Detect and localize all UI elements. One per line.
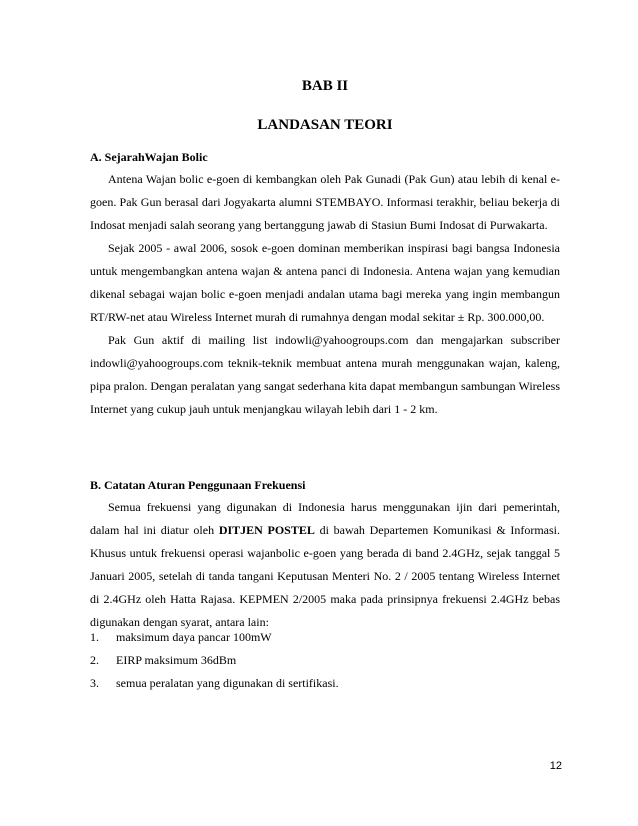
list-number: 3. bbox=[90, 676, 99, 690]
section-a-heading: A. SejarahWajan Bolic bbox=[90, 150, 208, 164]
section-a-paragraph: Pak Gun aktif di mailing list indowli@yahoogroups.com dan mengajarkan subscriber indowli@yahoogroups.com teknik-teknik membuat antena murah menggunakan wajan, kaleng, pipa pralon. Dengan peralatan yang sangat sederhana kita dapat membangun sambungan Wireless Internet yang cukup jauh untuk menjangkau wilayah lebih dari 1 - 2 km. bbox=[90, 333, 560, 416]
list-text: maksimum daya pancar 100mW bbox=[116, 630, 272, 644]
section-b-body bbox=[90, 496, 560, 634]
list-item bbox=[90, 672, 560, 695]
list-item bbox=[90, 626, 560, 649]
list-number: 2. bbox=[90, 653, 99, 667]
section-b-heading: B. Catatan Aturan Penggunaan Frekuensi bbox=[90, 478, 306, 492]
chapter-title: LANDASAN TEORI bbox=[257, 117, 393, 133]
section-b-text-after: di bawah Departemen Komunikasi & Informasi. Khusus untuk frekuensi operasi wajanbolic e-goen yang berada di band 2.4GHz, sejak tanggal 5 Januari 2005, setelah di tanda tangani Keputusan Menteri No. 2 / 2005 tentang Wireless Internet di 2.4GHz oleh Hatta Rajasa. KEPMEN 2/2005 maka pada prinsipnya frekuensi 2.4GHz bebas digunakan dengan syarat, antara lain: bbox=[90, 523, 561, 629]
list-text: semua peralatan yang digunakan di sertifikasi. bbox=[116, 676, 339, 690]
list-number: 1. bbox=[90, 630, 99, 644]
section-a-paragraph: Sejak 2005 - awal 2006, sosok e-goen dominan memberikan inspirasi bagi bangsa Indonesia untuk mengembangkan antena wajan & antena panci di Indonesia. Antena wajan yang kemudian dikenal sebagai wajan bolic e-goen menjadi andalan utama bagi mereka yang ingin membangun RT/RW-net atau Wireless Internet murah di rumahnya dengan modal sekitar ± Rp. 300.000,00. bbox=[90, 241, 560, 324]
page-number: 12 bbox=[549, 760, 562, 772]
requirements-list bbox=[90, 626, 560, 695]
section-a-body bbox=[90, 168, 560, 421]
section-b-paragraph bbox=[90, 496, 560, 634]
chapter-label: BAB II bbox=[301, 78, 349, 94]
list-item bbox=[90, 649, 560, 672]
regulator-name: DITJEN POSTEL bbox=[218, 523, 315, 537]
section-a-paragraph: Antena Wajan bolic e-goen di kembangkan oleh Pak Gunadi (Pak Gun) atau lebih di kenal e-goen. Pak Gun berasal dari Jogyakarta alumni STEMBAYO. Informasi terakhir, beliau bekerja di Indosat menjadi salah seorang yang bertanggung jawab di Stasiun Bumi Indosat di Purwakarta. bbox=[90, 172, 560, 232]
list-text: EIRP maksimum 36dBm bbox=[116, 653, 237, 667]
section-b-text-before: Semua frekuensi yang digunakan di Indonesia harus menggunakan ijin dari pemerintah, dalam hal ini diatur oleh bbox=[90, 500, 560, 537]
